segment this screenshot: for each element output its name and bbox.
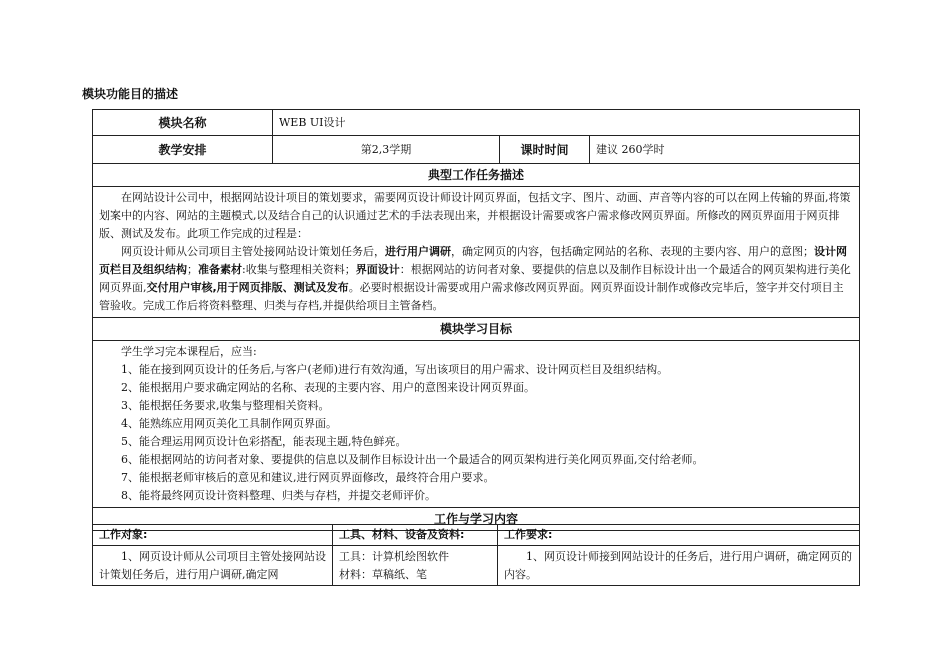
text-run: :收集与整理相关资料； [242,263,356,276]
goal-item: 5、能合理运用网页设计色彩搭配，能表现主题,特色鲜亮。 [121,435,407,448]
goals-intro: 学生学习完本课程后，应当: [121,345,257,358]
goal-item: 8、能将最终网页设计资料整理、归类与存档，并提交老师评价。 [121,489,436,502]
work-object-label: 工作对象: [93,525,333,546]
goals-list [93,341,860,508]
goals-title: 模块学习目标 [93,318,860,341]
text-run: ：根据网站的访问者对象、要提供的信息以及制作目标设计出一个最适合的网页架构进行美化网页界面, [99,263,851,294]
module-table [92,109,860,531]
bold-run: 界面设计 [355,263,400,276]
tools-text [333,546,498,586]
goal-item: 2、能根据用户要求确定网站的名称、表现的主要内容、用户的意图来设计网页界面。 [121,381,535,394]
hours-label: 课时时间 [500,136,590,164]
module-name-label: 模块名称 [93,110,273,136]
tools-line: 工具：计算机绘图软件 [339,550,449,563]
text-run: ； [187,263,198,276]
task-title: 典型工作任务描述 [93,164,860,187]
goal-item: 1、能在接到网页设计的任务后,与客户(老师)进行有效沟通，写出该项目的用户需求、设计网页栏目及组织结构。 [121,363,669,376]
materials-line: 材料：草稿纸、笔 [339,568,427,581]
content-table [92,524,860,586]
section-heading: 模块功能目的描述 [82,87,179,101]
work-object-text [93,546,333,586]
task-paragraph-2 [99,243,853,315]
goal-item: 4、能熟练应用网页美化工具制作网页界面。 [121,417,337,430]
work-requirements-label: 工作要求: [498,525,860,546]
goal-item: 7、能根据老师审核后的意见和建议,进行网页界面修改，最终符合用户要求。 [121,471,495,484]
bold-run: 交付用户审核,用于网页排版、测试及发布 [146,281,349,294]
hours-value: 建议 260学时 [590,136,860,164]
text-run: 网页设计师从公司项目主管处接网站设计策划任务后， [121,245,385,258]
schedule-value: 第2,3学期 [273,136,500,164]
bold-run: 准备素材 [198,263,242,276]
goal-item: 3、能根据任务要求,收集与整理相关资料。 [121,399,330,412]
work-requirements-paragraph: 1、网页设计师接到网站设计的任务后，进行用户调研，确定网页的内容。 [504,550,852,581]
goal-item: 6、能根据网站的访问者对象、要提供的信息以及制作目标设计出一个最适合的网页架构进行美化网页界面,交付给老师。 [121,453,704,466]
task-paragraph-1: 在网站设计公司中，根据网站设计项目的策划要求，需要网页设计师设计网页界面，包括文字、图片、动画、声音等内容的可以在网上传输的界面,将策划案中的内容、网站的主题模式,以及结合自己的认识通过艺术的手法表现出来，并根据设计需要或客户需求修改网页界面。所修改的网页界面用于网页排版、测试及发布。此项工作完成的过程是： [99,191,851,240]
bold-run: 进行用户调研 [385,245,451,258]
text-run: 。必要时根据设计需要或用户需求修改网页界面。网页界面设计制作或修改完毕后，签字并交付项目主管验收。完成工作后将资料整理、归类与存档,并提供给项目主管备档。 [99,281,844,312]
tools-label: 工具、材料、设备及资料: [333,525,498,546]
schedule-label: 教学安排 [93,136,273,164]
text-run: ，确定网页的内容，包括确定网站的名称、表现的主要内容、用户的意图； [451,245,814,258]
module-name-value: WEB UI设计 [273,110,860,136]
task-description [93,187,860,318]
work-object-paragraph: 1、网页设计师从公司项目主管处接网站设计策划任务后，进行用户调研,确定网 [99,550,326,581]
bold-run: 设计网页栏目及组织结构 [99,245,847,276]
work-requirements-text [498,546,860,586]
content-title: 工作与学习内容 [93,508,860,531]
